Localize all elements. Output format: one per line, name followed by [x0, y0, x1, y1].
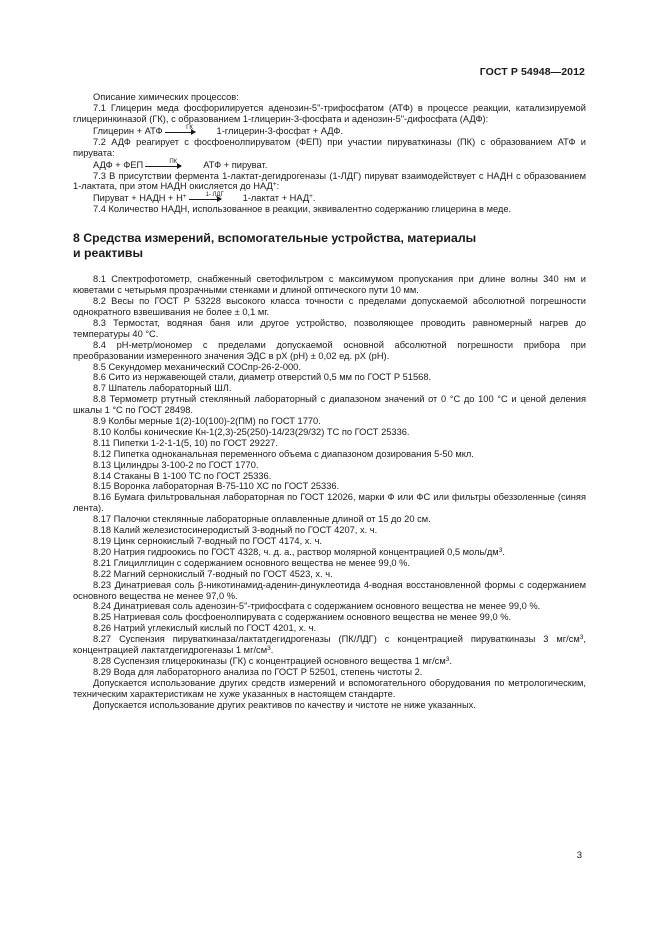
reaction-arrow-icon [165, 125, 195, 137]
para-7-4: 7.4 Количество НАДН, использованное в реакции, эквивалентно содержанию глицерина в меде. [93, 204, 512, 215]
item-8-22: 8.22 Магний сернокислый 7-водный по ГОСТ 4523, х. ч. [93, 568, 333, 579]
item-8-20: 8.20 Натрия гидроокись по ГОСТ 4328, ч. д. а., раствор молярной концентрацией 0,5 моль/$дм^3$. [93, 546, 505, 557]
eq1-catalyst: ГК [186, 124, 193, 131]
para-7-3: 7.3 В присутствии фермента 1-лактат-дегидрогеназы (1-ЛДГ) пируват взаимодействует с НАДН с образованием 1-лактата, при этом НАДН окисляется до НАД+: [73, 170, 586, 192]
chem-intro: Описание химических процессов: [93, 92, 239, 102]
item-8-8: 8.8 Термометр ртутный стеклянный лабораторный с диапазоном значений от 0 °С до 100 °С и ценой деления шкалы 1 °С по ГОСТ 28498. [73, 394, 586, 416]
item-8-5: 8.5 Секундомер механический СОСпр-26-2-000. [93, 361, 301, 372]
item-8-6: 8.6 Сито из нержавеющей стали, диаметр отверстий 0,5 мм по ГОСТ Р 51568. [93, 372, 432, 383]
reaction-arrow-icon [145, 159, 181, 171]
item-8-16: 8.16 Бумага фильтровальная лабораторная по ГОСТ 12026, марки Ф или ФС или фильтры обеззоленные (синяя лента). [73, 492, 586, 514]
item-8-23: 8.23 Динатриевая соль β-никотинамид-аденин-динуклеотида 4-водная восстановленной формы с содержанием основного вещества не менее 97,0 %. [73, 579, 586, 601]
item-8-18: 8.18 Калий железистосинеродистый 3-водный по ГОСТ 4207, х. ч. [93, 525, 378, 536]
item-8-24: 8.24 Динатриевая соль аденозин-5"-трифосфата с содержанием основного вещества не менее 99,0 %. [93, 601, 541, 612]
item-8-27: 8.27 Суспензия пируваткиназа/лактатдегидрогеназы (ПК/ЛДГ) с концентрацией пируваткиназы 3 $мг/см^3$, концентрацией лактатдегидрогеназы 1 $мг/см^3$. [73, 634, 586, 656]
item-8-9: 8.9 Колбы мерные 1(2)-10(100)-2(ПМ) по ГОСТ 1770. [93, 416, 321, 427]
item-8-3: 8.3 Термостат, водяная баня или другое устройство, позволяющее проводить равномерный нагрев до температуры 40 °С. [73, 317, 586, 339]
item-8-12: 8.12 Пипетка одноканальная переменного объема с диапазоном дозирования 5-50 мкл. [93, 448, 474, 459]
standard-code: ГОСТ Р 54948—2012 [479, 66, 585, 78]
eq2-left: АДФ + ФЕП [93, 159, 144, 170]
note-reagents: Допускается использование других реактивов по качеству и чистоте не ниже указанных. [93, 699, 476, 710]
eq2-catalyst: ПК [169, 158, 178, 165]
item-8-11: 8.11 Пипетки 1-2-1-1(5, 10) по ГОСТ 29227. [93, 437, 278, 448]
item-8-10: 8.10 Колбы конические Кн-1(2,3)-25(250)-14/23(29/32) ТС по ГОСТ 25336. [93, 426, 410, 437]
item-8-21: 8.21 Глицилглицин с содержанием основного вещества не менее 99,0 %. [93, 557, 410, 568]
item-8-4: 8.4 рН-метр/иономер с пределами допускаемой основной абсолютной погрешности прибора при преобразовании измеренного значения ЭДС в рХ (рН) ± 0,02 ед. рХ (рН). [73, 339, 586, 361]
reaction-arrow-icon [189, 192, 224, 204]
eq1-right: 1-глицерин-3-фосфат + АДФ. [216, 125, 344, 136]
item-8-14: 8.14 Стаканы В 1-100 ТС по ГОСТ 25336. [93, 470, 272, 481]
page-number: 3 [576, 850, 582, 861]
eq3-right: 1-лактат + НАД+. [242, 193, 316, 204]
item-8-19: 8.19 Цинк сернокислый 7-водный по ГОСТ 4174, х. ч. [93, 536, 322, 546]
item-8-13: 8.13 Цилиндры 3-100-2 по ГОСТ 1770. [93, 459, 259, 470]
eq3-left: Пируват + НАДН + Н+ [93, 193, 187, 204]
item-8-17: 8.17 Палочки стеклянные лабораторные оплавленные длиной от 15 до 20 см. [93, 514, 431, 525]
note-equipment: Допускается использование других средств измерений и вспомогательного оборудования по метрологическим, техническим характеристикам не хуже указанных в настоящем стандарте. [73, 677, 586, 699]
item-8-2: 8.2 Весы по ГОСТ Р 53228 высокого класса точности с пределами допускаемой абсолютной погрешности однократного взвешивания не более ± 0,1 мг. [73, 296, 586, 317]
item-8-29: 8.29 Вода для лабораторного анализа по ГОСТ Р 52501, степень чистоты 2. [93, 666, 423, 677]
eq1-left: Глицерин + АТФ [93, 125, 163, 136]
para-7-2: 7.2 АДФ реагирует с фосфоенолпируватом (ФЕП) при участии пируваткиназы (ПК) с образованием АТФ и пирувата: [73, 136, 586, 158]
item-8-28: 8.28 Суспензия глицерокиназы (ГК) с концентрацией основного вещества 1 $мг/см^3$. [93, 655, 452, 666]
item-8-15: 8.15 Воронка лабораторная В-75-110 ХС по ГОСТ 25336. [93, 481, 340, 492]
section-8-title: 8 Средства измерений, вспомогательные устройства, материалы и реактивы [73, 231, 477, 261]
item-8-26: 8.26 Натрий углекислый кислый по ГОСТ 4201, х. ч. [93, 623, 317, 634]
para-7-1: 7.1 Глицерин меда фосфорилируется аденозин-5"-трифосфатом (АТФ) в процессе реакции, катализируемой глицеринкиназой (ГК), с образованием 1-глицерин-3-фосфата и аденозин-5"-дифосфата (АДФ): [73, 102, 586, 124]
item-8-7: 8.7 Шпатель лабораторный ШЛ. [93, 383, 232, 394]
page-content [73, 92, 586, 711]
equation-1 [73, 125, 586, 137]
item-8-1: 8.1 Спектрофотометр, снабженный светофильтром с максимумом пропускания при длине волны 340 нм и кюветами с четырьмя прозрачными стенками и длиной оптического пути 10 мм. [73, 274, 586, 296]
eq2-right: АТФ + пируват. [203, 159, 268, 170]
equation-2 [73, 159, 586, 171]
eq3-catalyst: 1- ЛДГ [205, 192, 224, 199]
item-8-25: 8.25 Натриевая соль фосфоенолпирувата с содержанием основного вещества не менее 99,0 %. [93, 612, 512, 623]
equation-3 [73, 192, 586, 204]
